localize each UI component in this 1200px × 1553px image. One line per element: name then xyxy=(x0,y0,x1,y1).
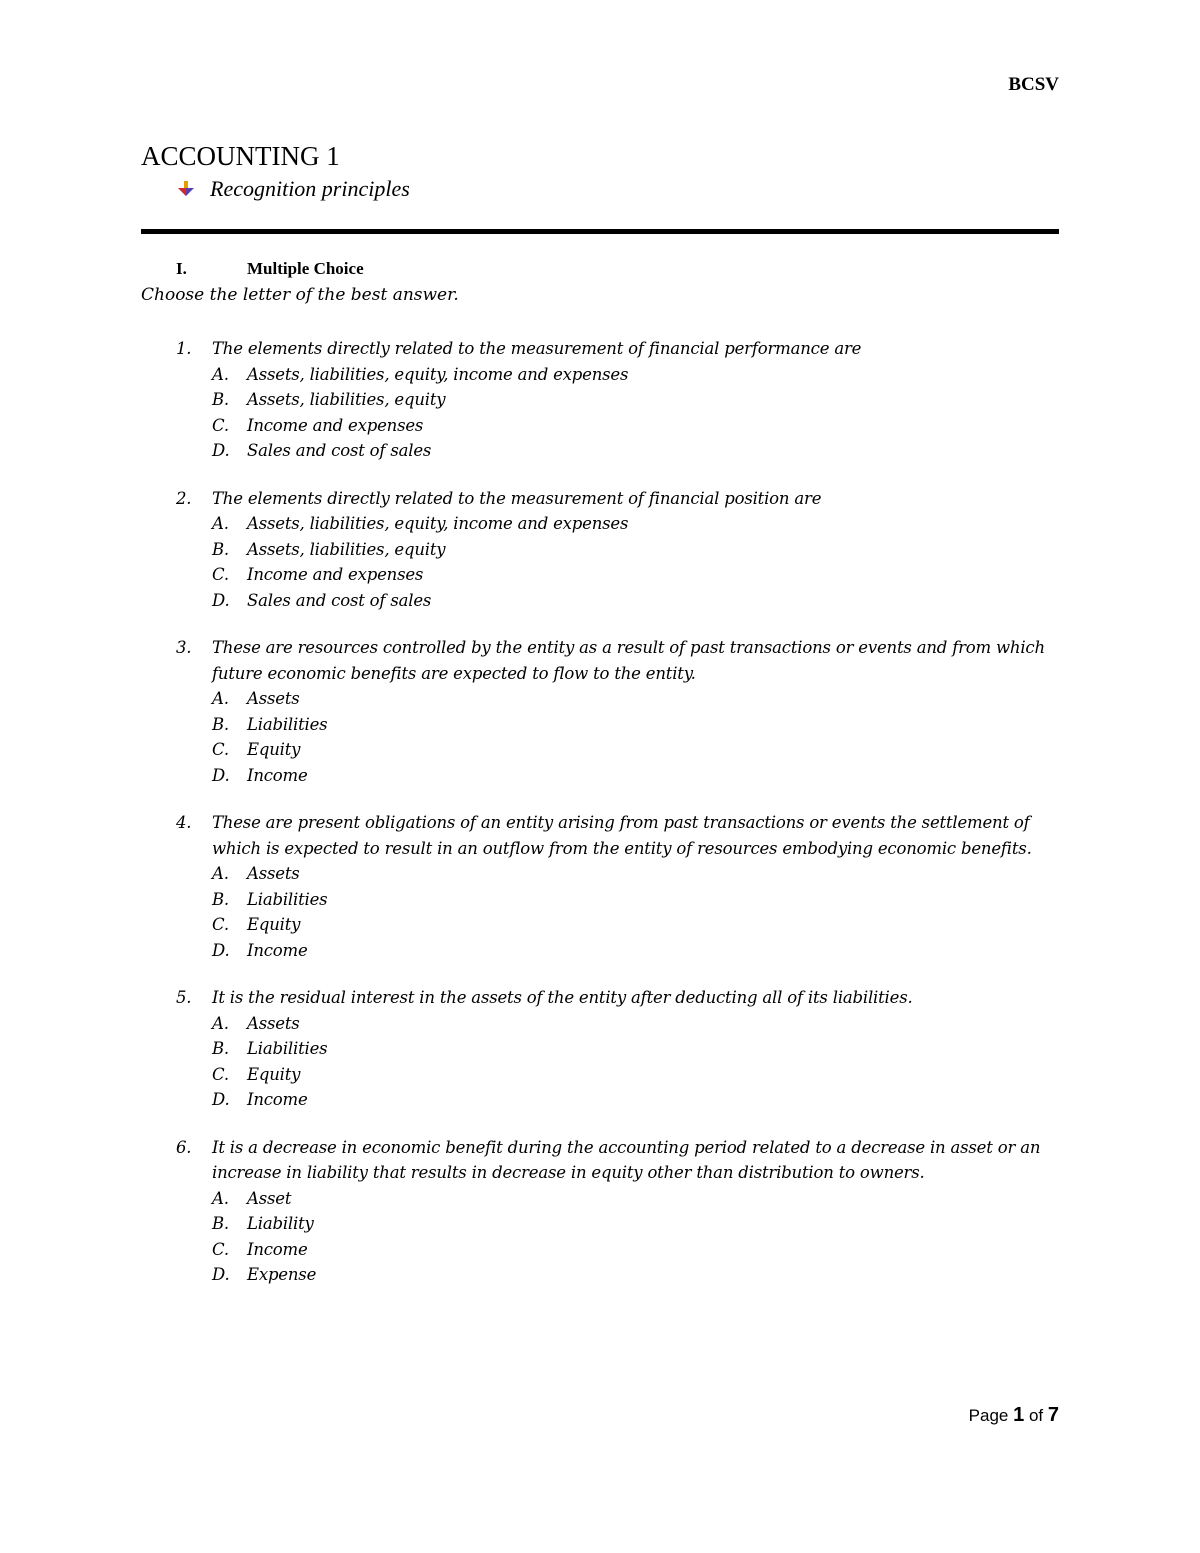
option-letter: D. xyxy=(212,940,230,960)
option-text: Assets, liabilities, equity, income and expenses xyxy=(247,514,629,533)
option-letter: A. xyxy=(212,1013,229,1033)
question-number: 4. xyxy=(176,813,192,832)
subtitle xyxy=(176,176,410,202)
answer-option xyxy=(212,737,1066,763)
option-text: Assets xyxy=(247,864,300,883)
option-letter: D. xyxy=(212,765,230,785)
option-letter: C. xyxy=(212,415,229,435)
option-text: Assets, liabilities, equity xyxy=(247,390,446,409)
option-text: Asset xyxy=(247,1188,292,1208)
option-text: Income xyxy=(247,940,308,960)
question-stem xyxy=(176,336,1066,362)
option-letter: A. xyxy=(212,364,229,384)
answer-option xyxy=(212,938,1066,964)
answer-option xyxy=(212,413,1066,439)
question-stem xyxy=(176,1135,1066,1186)
option-letter: D. xyxy=(212,590,230,610)
answer-option xyxy=(212,511,1066,537)
option-text: Equity xyxy=(247,915,301,934)
option-letter: B. xyxy=(212,390,229,409)
document-title: ACCOUNTING 1 xyxy=(141,141,340,171)
section-heading xyxy=(176,259,364,279)
option-text: Liabilities xyxy=(247,889,328,909)
option-letter: C. xyxy=(212,1239,229,1259)
of-label: of xyxy=(1028,1406,1044,1425)
option-letter: A. xyxy=(212,864,229,883)
option-text: Income and expenses xyxy=(247,565,424,584)
option-text: Assets xyxy=(247,689,300,708)
option-text: Assets, liabilities, equity xyxy=(247,539,446,559)
answer-option xyxy=(212,763,1066,789)
answer-option xyxy=(212,1036,1066,1062)
answer-option xyxy=(212,861,1066,887)
option-letter: C. xyxy=(212,565,229,584)
question-list xyxy=(176,336,1066,1310)
option-letter: C. xyxy=(212,740,229,759)
option-text: Liabilities xyxy=(247,714,328,734)
question-text: It is a decrease in economic benefit during the accounting period related to a decrease in asset or an increase in liability that results in decrease in equity other than distribution to owners. xyxy=(212,1137,1041,1182)
option-text: Equity xyxy=(247,740,301,759)
subtitle-text: Recognition principles xyxy=(210,176,410,201)
option-letter: D. xyxy=(212,441,230,460)
answer-option xyxy=(212,887,1066,913)
option-text: Liability xyxy=(247,1214,314,1233)
option-letter: A. xyxy=(212,514,229,533)
question-stem xyxy=(176,985,1066,1011)
answer-option xyxy=(212,537,1066,563)
option-letter: A. xyxy=(212,1188,229,1208)
question-item xyxy=(176,336,1066,464)
question-number: 5. xyxy=(176,988,192,1007)
option-letter: C. xyxy=(212,1064,229,1084)
option-text: Sales and cost of sales xyxy=(247,441,432,460)
option-letter: D. xyxy=(212,1090,230,1109)
answer-option xyxy=(212,562,1066,588)
answer-option xyxy=(212,1186,1066,1212)
question-number: 3. xyxy=(176,638,192,657)
question-item xyxy=(176,486,1066,614)
option-text: Income xyxy=(247,1090,308,1109)
horizontal-rule xyxy=(141,229,1059,234)
option-text: Sales and cost of sales xyxy=(247,590,432,610)
page-total: 7 xyxy=(1047,1404,1059,1426)
instructions: Choose the letter of the best answer. xyxy=(141,285,459,305)
answer-option xyxy=(212,1011,1066,1037)
answer-option xyxy=(212,686,1066,712)
question-text: These are present obligations of an entity arising from past transactions or events the settlement of which is expected to result in an outflow from the entity of resources embodying economic benefits. xyxy=(212,813,1032,858)
question-item xyxy=(176,1135,1066,1288)
question-stem xyxy=(176,810,1066,861)
question-item xyxy=(176,810,1066,963)
option-text: Assets, liabilities, equity, income and expenses xyxy=(247,364,629,384)
question-item xyxy=(176,985,1066,1113)
answer-option xyxy=(212,712,1066,738)
answer-option xyxy=(212,438,1066,464)
option-text: Income xyxy=(247,1239,308,1259)
answer-option xyxy=(212,1062,1066,1088)
answer-option xyxy=(212,362,1066,388)
answer-option xyxy=(212,588,1066,614)
option-letter: B. xyxy=(212,539,229,559)
question-number: 6. xyxy=(176,1137,192,1157)
question-stem xyxy=(176,486,1066,512)
header-code: BCSV xyxy=(1008,74,1059,95)
question-text: These are resources controlled by the entity as a result of past transactions or events and from which future economic benefits are expected to flow to the entity. xyxy=(212,638,1045,683)
answer-option xyxy=(212,1211,1066,1237)
section-title: Multiple Choice xyxy=(247,259,364,278)
option-letter: C. xyxy=(212,915,229,934)
question-text: The elements directly related to the measurement of financial performance are xyxy=(212,339,862,358)
option-letter: D. xyxy=(212,1265,230,1284)
option-text: Liabilities xyxy=(247,1039,328,1058)
question-number: 1. xyxy=(176,339,192,358)
question-number: 2. xyxy=(176,488,192,508)
answer-option xyxy=(212,387,1066,413)
answer-option xyxy=(212,1262,1066,1288)
question-item xyxy=(176,635,1066,788)
question-stem xyxy=(176,635,1066,686)
option-letter: B. xyxy=(212,1214,229,1233)
page-label: Page xyxy=(968,1406,1009,1425)
option-text: Equity xyxy=(247,1064,301,1084)
page-current: 1 xyxy=(1013,1404,1025,1426)
page-footer xyxy=(969,1404,1059,1427)
option-text: Assets xyxy=(247,1013,300,1033)
option-letter: B. xyxy=(212,1039,229,1058)
option-letter: B. xyxy=(212,889,229,909)
answer-option xyxy=(212,1087,1066,1113)
answer-option xyxy=(212,1237,1066,1263)
option-text: Expense xyxy=(247,1265,317,1284)
option-letter: B. xyxy=(212,714,229,734)
question-text: The elements directly related to the measurement of financial position are xyxy=(212,488,822,508)
question-text: It is the residual interest in the assets of the entity after deducting all of its liabilities. xyxy=(212,988,913,1007)
option-letter: A. xyxy=(212,689,229,708)
arrow-down-icon xyxy=(176,179,196,199)
option-text: Income and expenses xyxy=(247,415,424,435)
option-text: Income xyxy=(247,765,308,785)
section-number: I. xyxy=(176,259,187,278)
answer-option xyxy=(212,912,1066,938)
